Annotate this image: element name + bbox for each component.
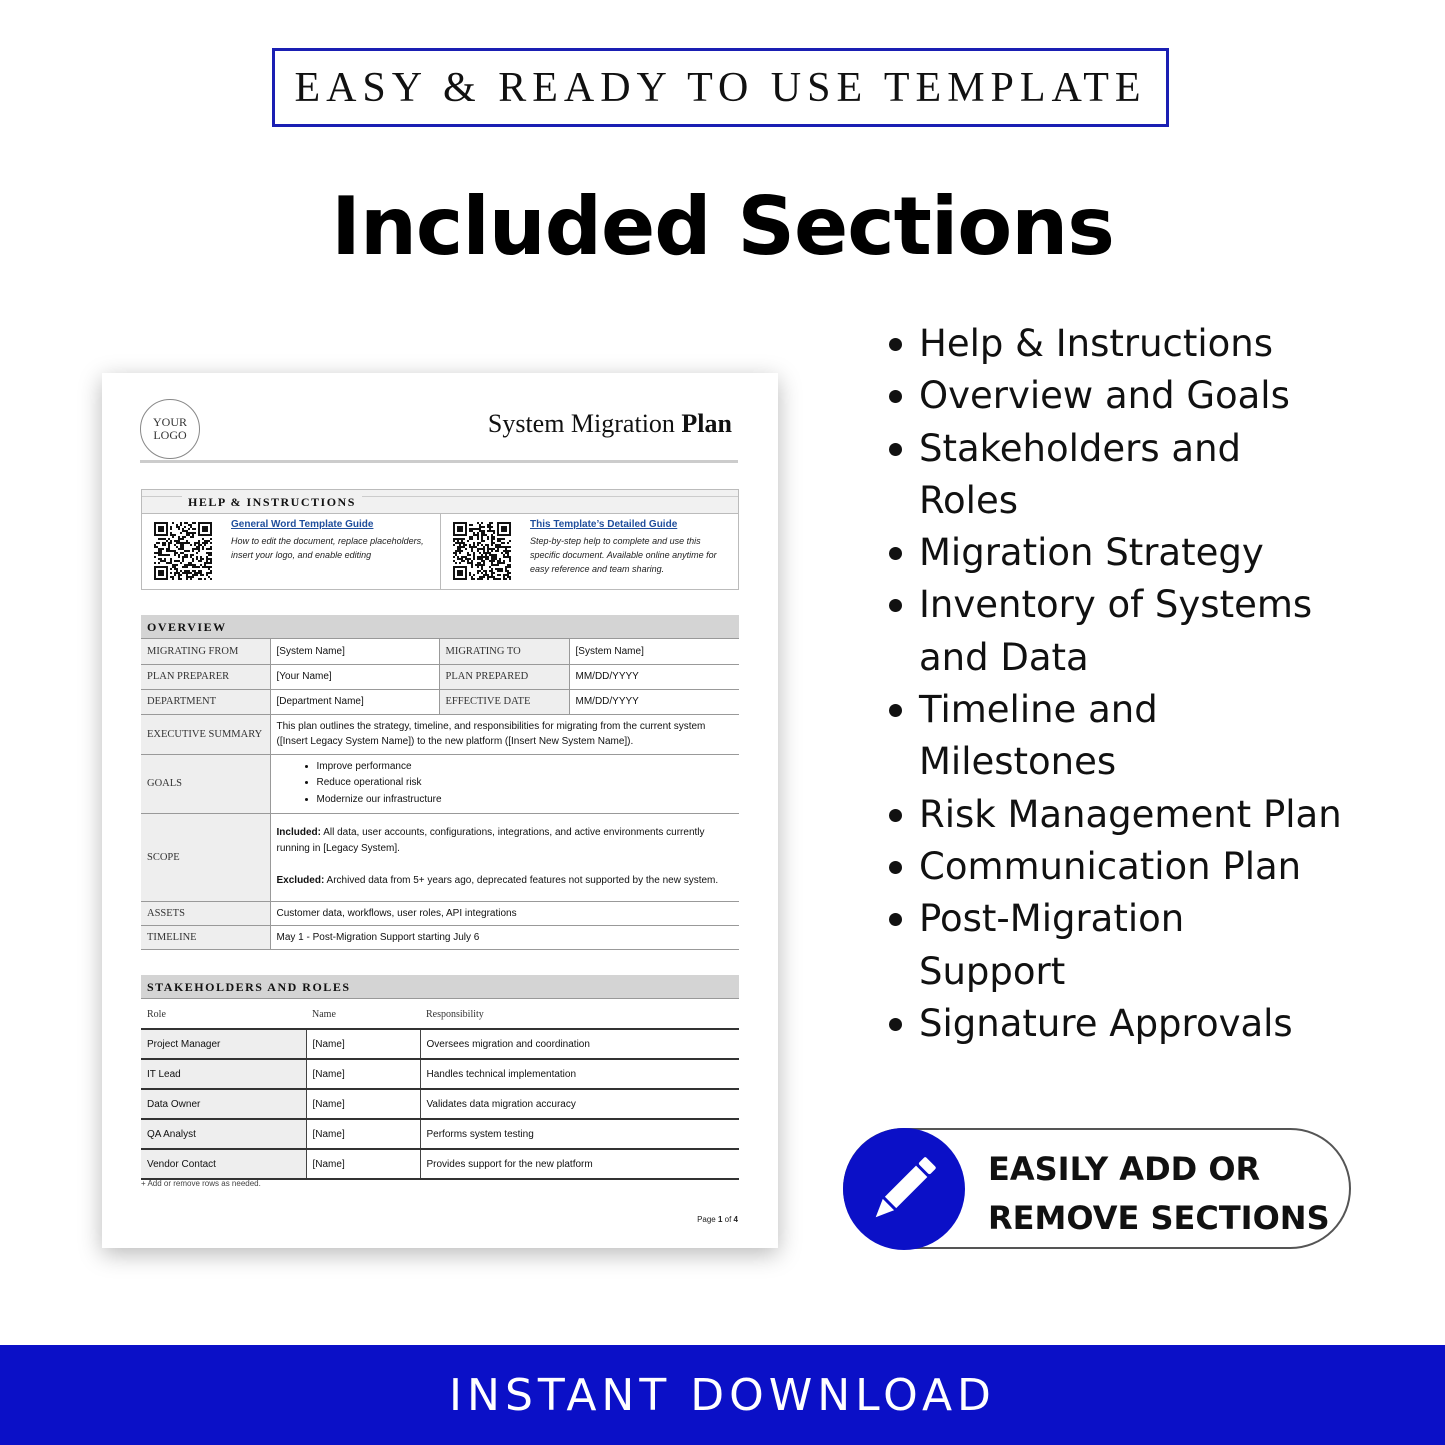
row-label: TIMELINE xyxy=(141,925,270,949)
row-label: GOALS xyxy=(141,754,270,813)
list-item: • Modernize our infrastructure xyxy=(317,792,734,809)
qr-code-icon xyxy=(154,522,212,580)
list-item: Migration Strategy xyxy=(886,527,1406,579)
guide-link[interactable]: General Word Template Guide xyxy=(231,519,374,530)
overview-table xyxy=(141,639,739,950)
executive-summary-value: This plan outlines the strategy, timeline, and responsibilities for migrating from the current system ([Insert Legacy System Name]) to the new platform ([Insert New System Name]). xyxy=(270,714,739,754)
migrating-to-value: [System Name] xyxy=(569,639,739,664)
guide-description: Step-by-step help to complete and use this specific document. Available online anytime for easy reference and team sharing. xyxy=(530,536,717,574)
stakeholders-table xyxy=(141,1003,739,1180)
row-label: DEPARTMENT xyxy=(141,689,270,714)
migrating-from-value: [System Name] xyxy=(270,639,439,664)
table-row: Data Owner [Name] Validates data migration accuracy xyxy=(141,1089,739,1119)
table-row xyxy=(141,754,739,813)
included-sections-list xyxy=(886,318,1406,1050)
table-row xyxy=(141,689,739,714)
assets-value: Customer data, workflows, user roles, API integrations xyxy=(270,901,739,925)
row-label: PLAN PREPARER xyxy=(141,664,270,689)
table-header-row xyxy=(141,1003,739,1029)
plan-prepared-value: MM/DD/YYYY xyxy=(569,664,739,689)
logo-placeholder: YOUR LOGO xyxy=(140,399,200,459)
title-divider xyxy=(140,460,738,463)
help-box xyxy=(141,489,739,590)
qr-code-icon xyxy=(453,522,511,580)
column-header: Role xyxy=(141,1003,306,1029)
help-header xyxy=(142,490,738,514)
list-item: Risk Management Plan xyxy=(886,789,1406,841)
list-item: • Reduce operational risk xyxy=(317,775,734,792)
timeline-value: May 1 - Post-Migration Support starting July 6 xyxy=(270,925,739,949)
help-heading: HELP & INSTRUCTIONS xyxy=(182,495,362,510)
department-value: [Department Name] xyxy=(270,689,439,714)
guide-link[interactable]: This Template’s Detailed Guide xyxy=(530,519,678,530)
table-row: IT Lead [Name] Handles technical implementation xyxy=(141,1059,739,1089)
row-label: EXECUTIVE SUMMARY xyxy=(141,714,270,754)
column-header: Responsibility xyxy=(420,1003,739,1029)
guide-cell xyxy=(142,514,440,589)
footer-banner: INSTANT DOWNLOAD xyxy=(0,1345,1445,1445)
table-row xyxy=(141,714,739,754)
row-label: PLAN PREPARED xyxy=(439,664,569,689)
overview-heading: OVERVIEW xyxy=(141,615,739,639)
headline: Included Sections xyxy=(331,180,1114,273)
top-badge: EASY & READY TO USE TEMPLATE xyxy=(272,48,1169,127)
table-row: Project Manager [Name] Oversees migration and coordination xyxy=(141,1029,739,1059)
callout-text: EASILY ADD OR REMOVE SECTIONS xyxy=(988,1150,1330,1237)
rows-note: + Add or remove rows as needed. xyxy=(141,1179,261,1188)
list-item: Post-Migration Support xyxy=(886,893,1206,998)
document-title: System Migration Plan xyxy=(487,409,732,438)
page-number: Page 1 of 4 xyxy=(697,1215,738,1224)
pencil-icon xyxy=(843,1128,965,1250)
list-item: Signature Approvals xyxy=(886,998,1406,1050)
row-label: SCOPE xyxy=(141,813,270,901)
column-header: Name xyxy=(306,1003,420,1029)
goals-value xyxy=(270,754,739,813)
effective-date-value: MM/DD/YYYY xyxy=(569,689,739,714)
list-item: • Improve performance xyxy=(317,759,734,776)
list-item: Communication Plan xyxy=(886,841,1406,893)
list-item: Overview and Goals xyxy=(886,370,1406,422)
table-row xyxy=(141,639,739,664)
row-label: MIGRATING TO xyxy=(439,639,569,664)
scope-value: Included: All data, user accounts, configurations, integrations, and active environments currently running in [Legacy System]. Excluded: Archived data from 5+ years ago, deprecated features not supported by the new system. xyxy=(270,813,739,901)
table-row xyxy=(141,813,739,901)
table-row: Vendor Contact [Name] Provides support for the new platform xyxy=(141,1149,739,1179)
row-label: MIGRATING FROM xyxy=(141,639,270,664)
plan-preparer-value: [Your Name] xyxy=(270,664,439,689)
table-row xyxy=(141,901,739,925)
guide-description: How to edit the document, replace placeholders, insert your logo, and enable editing xyxy=(231,536,424,560)
table-row xyxy=(141,664,739,689)
document-preview xyxy=(102,373,778,1248)
table-row: QA Analyst [Name] Performs system testing xyxy=(141,1119,739,1149)
list-item: Stakeholders and Roles xyxy=(886,423,1256,528)
list-item: Timeline and Milestones xyxy=(886,684,1186,789)
row-label: EFFECTIVE DATE xyxy=(439,689,569,714)
list-item: Help & Instructions xyxy=(886,318,1406,370)
row-label: ASSETS xyxy=(141,901,270,925)
stakeholders-heading: STAKEHOLDERS AND ROLES xyxy=(141,975,739,999)
list-item: Inventory of Systems and Data xyxy=(886,579,1316,684)
add-remove-callout xyxy=(843,1128,1351,1249)
guide-cell xyxy=(440,514,738,589)
table-row xyxy=(141,925,739,949)
